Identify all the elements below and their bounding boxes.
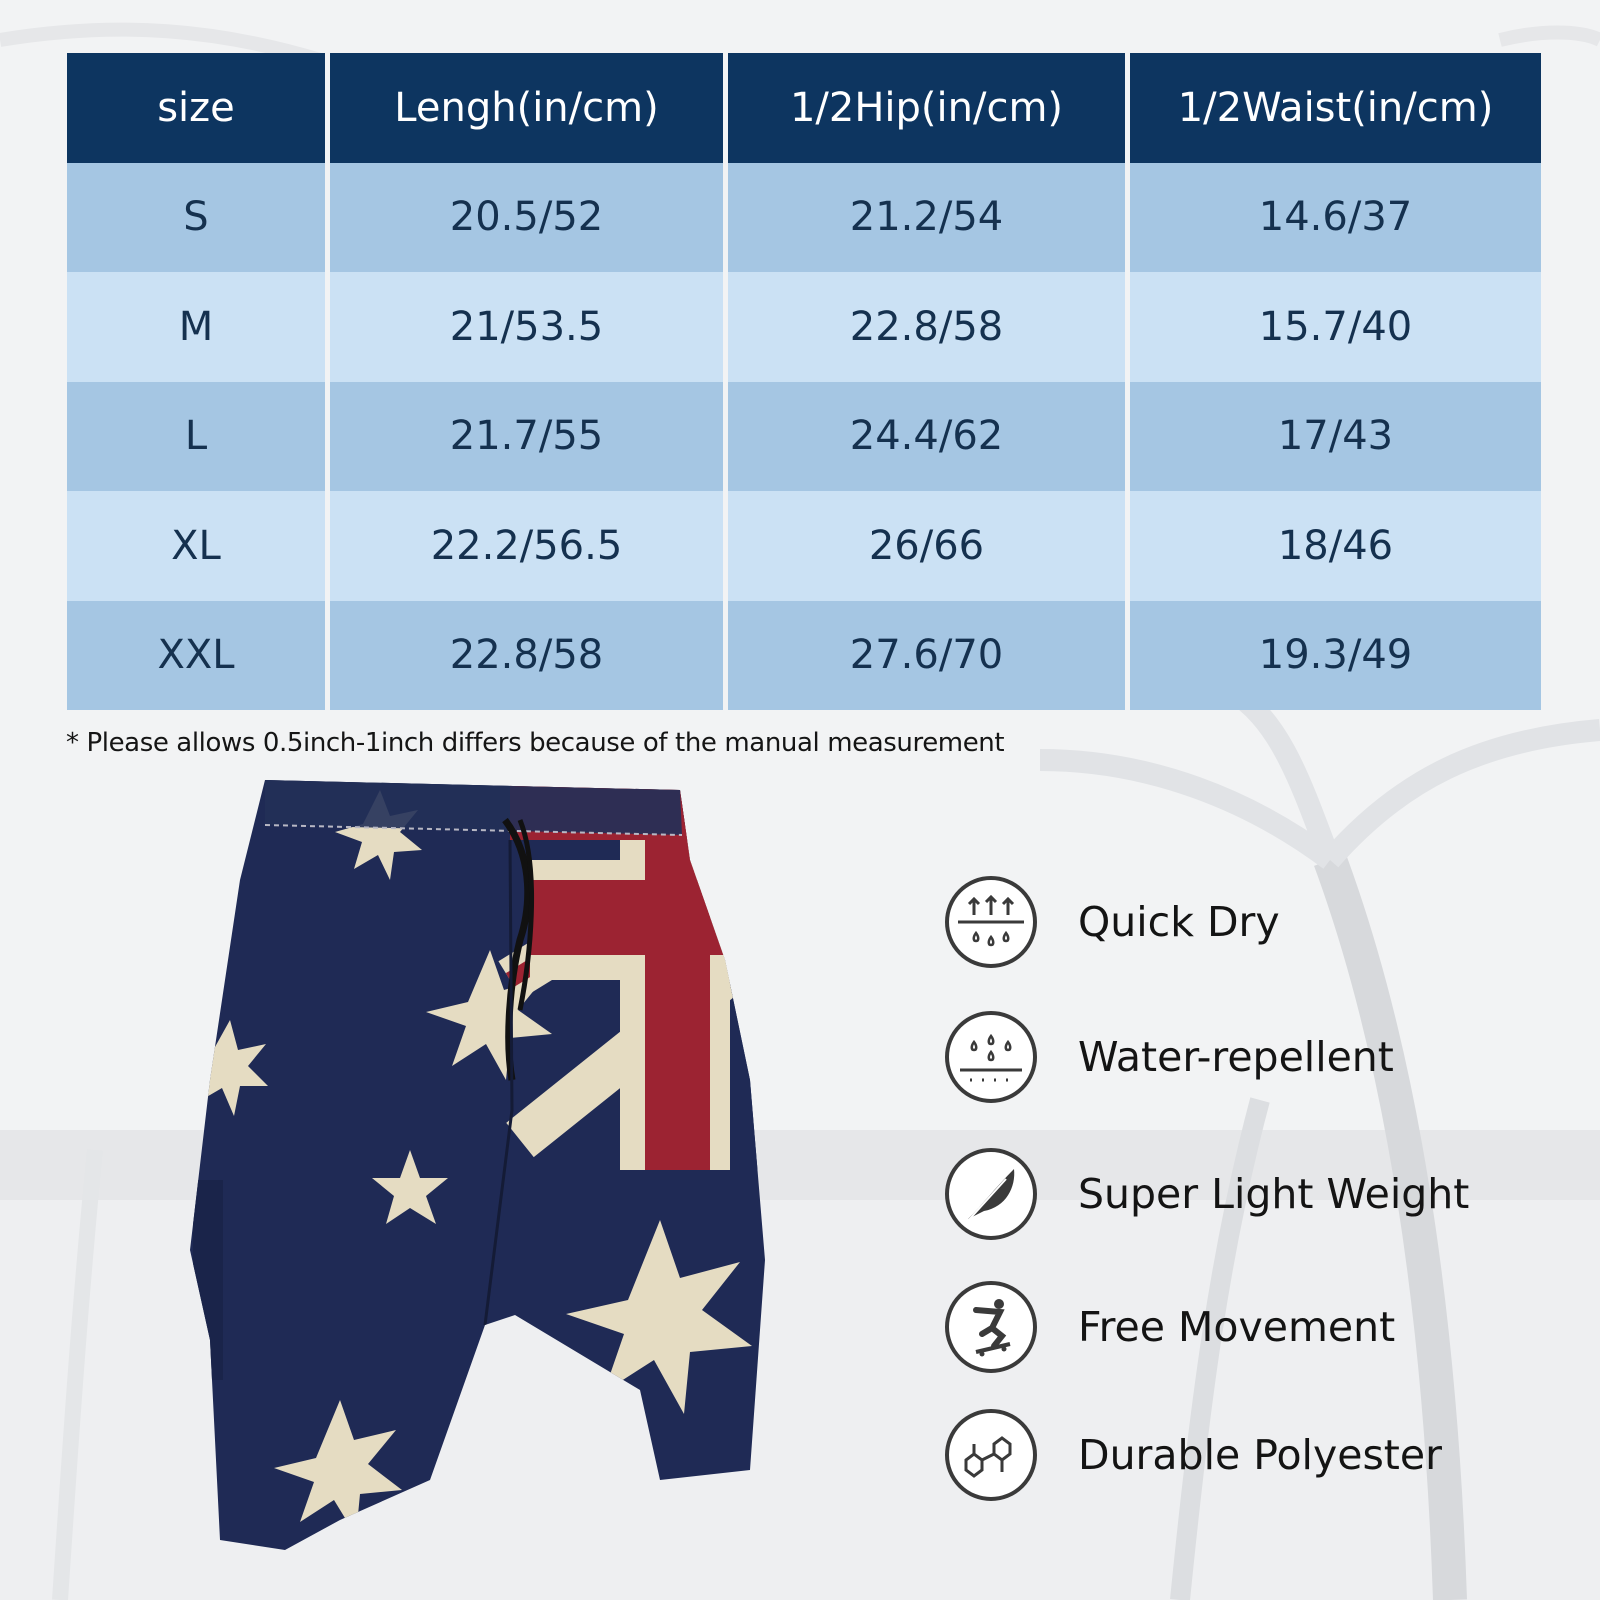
- length-header: Lengh(in/cm): [330, 53, 723, 163]
- water-repellent-icon: [944, 1010, 1038, 1104]
- feature-label: Quick Dry: [1078, 898, 1280, 946]
- size-cell: XXL: [67, 601, 325, 711]
- waist-header: 1/2Waist(in/cm): [1130, 53, 1541, 163]
- waist-cell: 14.6/37: [1130, 163, 1541, 273]
- length-cell: 20.5/52: [330, 163, 723, 273]
- size-cell: L: [67, 382, 325, 492]
- feature-label: Durable Polyester: [1078, 1431, 1442, 1479]
- hip-header: 1/2Hip(in/cm): [728, 53, 1125, 163]
- length-cell: 22.8/58: [330, 601, 723, 711]
- waist-cell: 17/43: [1130, 382, 1541, 492]
- feature-light-weight: [944, 1147, 1469, 1241]
- size-cell: XL: [67, 491, 325, 601]
- quick-dry-icon: [944, 875, 1038, 969]
- waist-cell: 18/46: [1130, 491, 1541, 601]
- molecule-icon: [944, 1408, 1038, 1502]
- size-chart-table: [67, 53, 1534, 710]
- hip-cell: 22.8/58: [728, 272, 1125, 382]
- feather-icon: [944, 1147, 1038, 1241]
- hip-cell: 21.2/54: [728, 163, 1125, 273]
- feature-durable-polyester: [944, 1408, 1442, 1502]
- size-header: size: [67, 53, 325, 163]
- feature-quick-dry: [944, 875, 1280, 969]
- length-cell: 22.2/56.5: [330, 491, 723, 601]
- skateboarder-icon: [944, 1280, 1038, 1374]
- feature-list: [944, 875, 1544, 1515]
- length-cell: 21/53.5: [330, 272, 723, 382]
- length-cell: 21.7/55: [330, 382, 723, 492]
- waist-cell: 15.7/40: [1130, 272, 1541, 382]
- size-cell: S: [67, 163, 325, 273]
- size-cell: M: [67, 272, 325, 382]
- waist-cell: 19.3/49: [1130, 601, 1541, 711]
- feature-label: Free Movement: [1078, 1303, 1396, 1351]
- feature-water-repellent: [944, 1010, 1394, 1104]
- hip-cell: 26/66: [728, 491, 1125, 601]
- hip-cell: 27.6/70: [728, 601, 1125, 711]
- feature-free-movement: [944, 1280, 1395, 1374]
- hip-cell: 24.4/62: [728, 382, 1125, 492]
- feature-label: Water-repellent: [1078, 1033, 1394, 1081]
- board-shorts-image: [190, 780, 770, 1570]
- feature-label: Super Light Weight: [1078, 1170, 1470, 1218]
- measurement-note: * Please allows 0.5inch-1inch differs because of the manual measurement: [66, 728, 1005, 758]
